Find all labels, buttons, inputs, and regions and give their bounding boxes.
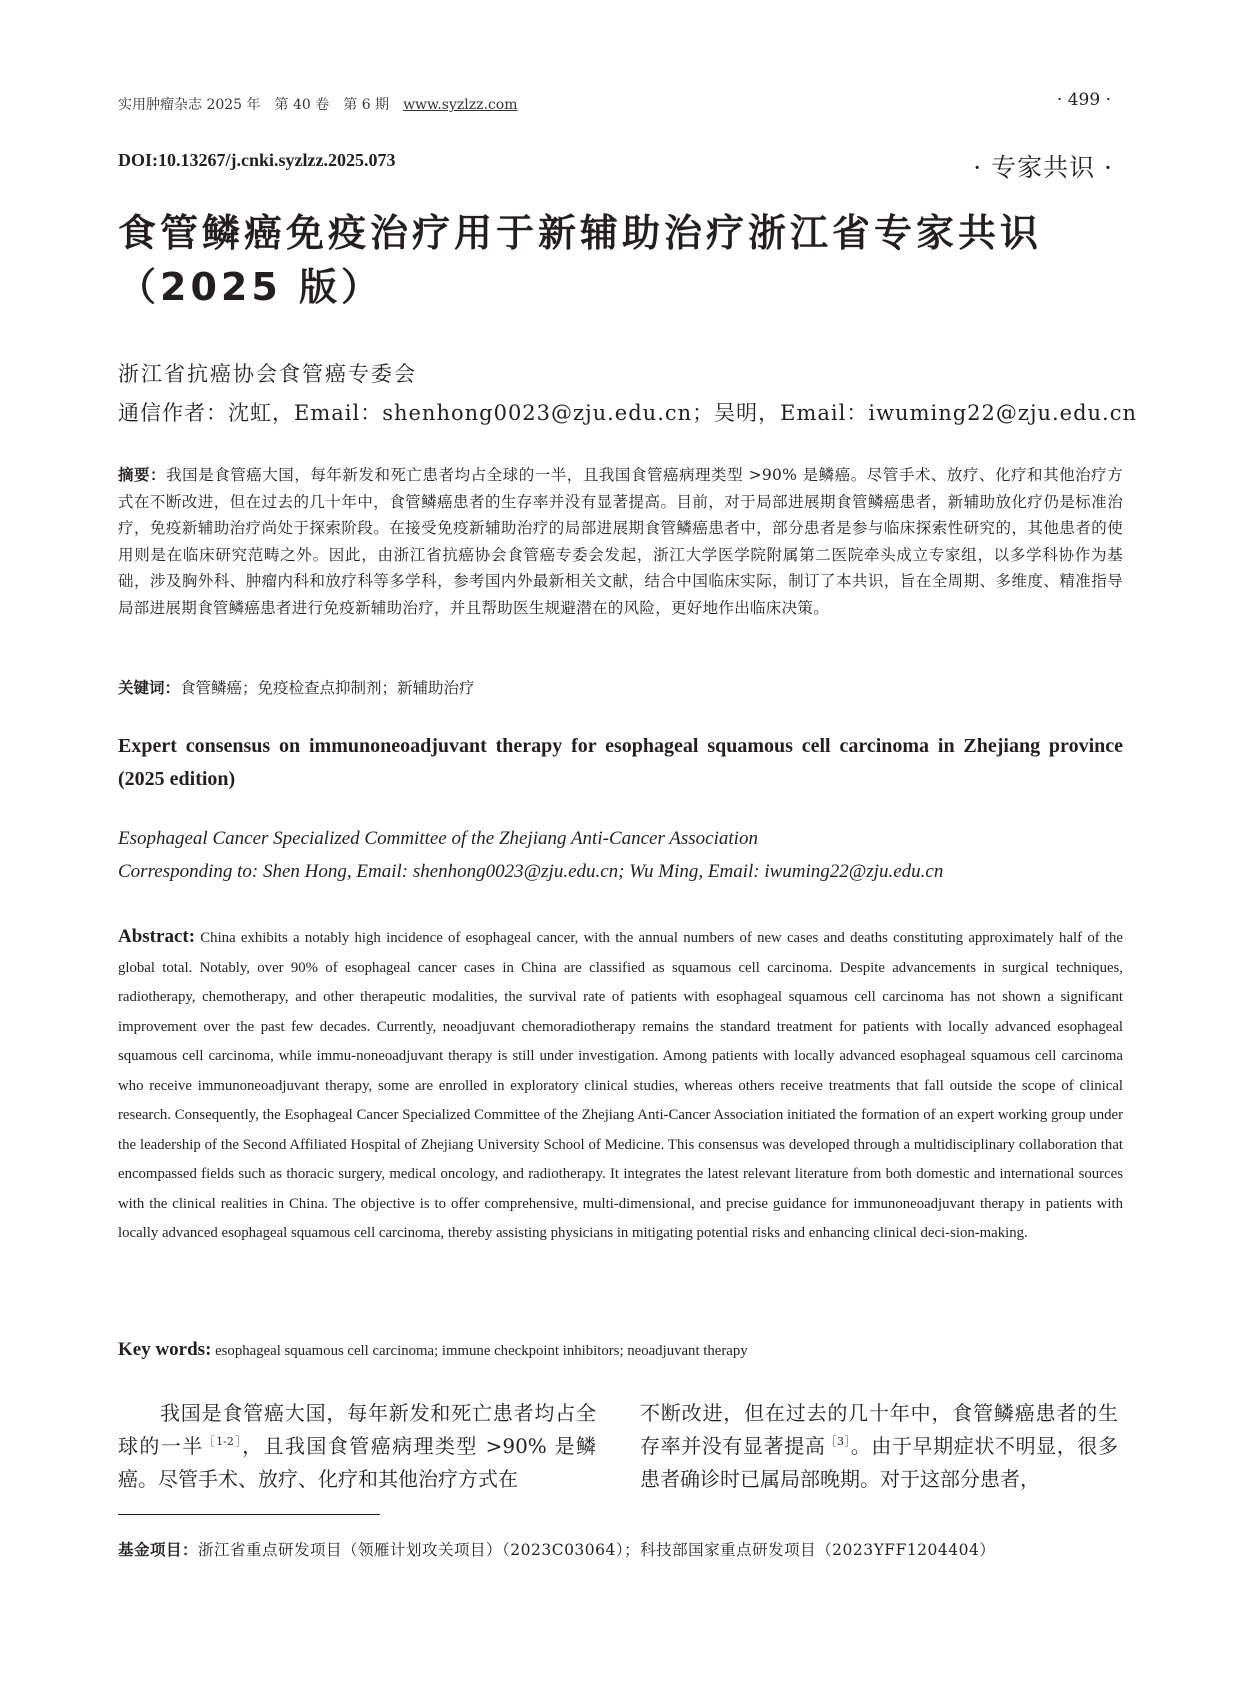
citation[interactable]: ［1-2］ [203, 1435, 243, 1448]
body-column-1 [118, 1397, 596, 1496]
abstract-cn-text: 我国是食管癌大国，每年新发和死亡患者均占全球的一半，且我国食管癌病理类型 >90% 是鳞癌。尽管手术、放疗、化疗和其他治疗方式在不断改进，但在过去的几十年中，食管鳞癌患者的生存率并没有显著提高。目前，对于局部进展期食管鳞癌患者，新辅助放化疗仍是标准治疗，免疫新辅助治疗尚处于探索阶段。在接受免疫新辅助治疗的局部进展期食管鳞癌患者中，部分患者是参与临床探索性研究的，其他患者的使用则是在临床研究范畴之外。因此，由浙江省抗癌协会食管癌专委会发起，浙江大学医学院附属第二医院牵头成立专家组，以多学科协作为基础，涉及胸外科、肿瘤内科和放疗科等多学科，参考国内外最新相关文献，结合中国临床实际，制订了本共识，旨在全周期、多维度、精准指导局部进展期食管鳞癌患者进行免疫新辅助治疗，并且帮助医生规避潜在的风险，更好地作出临床决策。 [118, 466, 1123, 617]
abstract-en-text: China exhibits a notably high incidence of esophageal cancer, with the annual numbers of new cases and deaths constituting approximately half of the global total. Notably, over 90% of esophageal cancer cases in China are classified as squamous cell carcinoma. Despite advancements in surgical techniques, radiotherapy, chemotherapy, and other therapeutic modalities, the survival rate of patients with esophageal squamous cell carcinoma has not shown a significant improvement over the past few decades. Currently, neoadjuvant chemoradiotherapy remains the standard treatment for patients with locally advanced esophageal squamous cell carcinoma, while immu-noneoadjuvant therapy is still under investigation. Among patients with locally advanced esophageal squamous cell carcinoma who receive immunoneoadjuvant therapy, some are enrolled in exploratory clinical studies, whereas others receive treatments that fall outside the scope of clinical research. Consequently, the Esophageal Cancer Specialized Committee of the Zhejiang Anti-Cancer Association initiated the formation of an expert working group under the leadership of the Second Affiliated Hospital of Zhejiang University School of Medicine. This consensus was developed through a multidisciplinary collaboration that encompassed fields such as thoracic surgery, medical oncology, and radiotherapy. It integrates the latest relevant literature from both domestic and international sources with the clinical realities in China. The objective is to offer comprehensive, multi-dimensional, and precise guidance for immunoneoadjuvant therapy in patients with locally advanced esophageal squamous cell carcinoma, thereby assisting physicians in mitigating potential risks and enhancing clinical deci-sion-making. [118, 930, 1123, 1241]
abstract-en [118, 922, 1123, 1249]
abstract-cn-label: 摘要： [118, 466, 167, 484]
abstract-en-label: Abstract: [118, 926, 196, 947]
body-text: 。由于早期症状不明显，很多患者确诊时已属局部晚期。对于这部分患者， [640, 1434, 1118, 1491]
journal-url[interactable]: www.syzlzz.com [403, 97, 518, 113]
corresponding-cn: 通信作者：沈虹，Email：shenhong0023@zju.edu.cn；吴明，Email：iwuming22@zju.edu.cn [118, 401, 1138, 425]
section-label: · 专家共识 · [973, 153, 1113, 182]
title-cn [118, 206, 1138, 314]
journal-info: 实用肿瘤杂志 2025 年 第 40 卷 第 6 期 [118, 97, 404, 113]
keywords-cn [118, 676, 1123, 698]
keywords-cn-label: 关键词： [118, 679, 181, 697]
corresponding-en: Corresponding to: Shen Hong, Email: shenhong0023@zju.edu.cn; Wu Ming, Email: iwuming22@zju.edu.cn [118, 861, 944, 882]
org-en: Esophageal Cancer Specialized Committee of the Zhejiang Anti-Cancer Association [118, 828, 758, 849]
doi: DOI:10.13267/j.cnki.syzlzz.2025.073 [118, 150, 396, 170]
body-text: 我国是食管癌大国，每年新发和死亡患者均占全球的一半 [118, 1401, 596, 1458]
body-text: 不断改进，但在过去的几十年中，食管鳞癌患者的生存率并没有显著提高 [640, 1401, 1118, 1458]
funding-note [118, 1538, 995, 1560]
keywords-cn-text: 食管鳞癌；免疫检查点抑制剂；新辅助治疗 [180, 679, 475, 697]
org-cn: 浙江省抗癌协会食管癌专委会 [118, 362, 417, 386]
body-text: ，且我国食管癌病理类型 >90% 是鳞癌。尽管手术、放疗、化疗和其他治疗方式在 [118, 1434, 596, 1491]
title-cn-line1: 食管鳞癌免疫治疗用于新辅助治疗浙江省专家共识 [118, 211, 1043, 255]
keywords-en-label: Key words: [118, 1339, 212, 1360]
title-en: Expert consensus on immunoneoadjuvant therapy for esophageal squamous cell carcinoma in Zhejiang province (2025 edition) [118, 735, 1123, 790]
keywords-en [118, 1339, 1123, 1361]
funding-text: 浙江省重点研发项目（领雁计划攻关项目）（2023C03064）；科技部国家重点研发项目（2023YFF1204404） [198, 1541, 996, 1559]
abstract-cn [118, 462, 1123, 622]
keywords-en-text: esophageal squamous cell carcinoma; immune checkpoint inhibitors; neoadjuvant therapy [211, 1343, 748, 1359]
citation[interactable]: ［3］ [825, 1435, 851, 1448]
funding-label: 基金项目： [118, 1541, 199, 1559]
title-cn-line2: （2025 版） [118, 265, 383, 309]
body-column-2 [640, 1397, 1118, 1496]
footnote-divider [118, 1514, 380, 1515]
page-number: · 499 · [1056, 90, 1111, 110]
journal-header [118, 94, 518, 114]
